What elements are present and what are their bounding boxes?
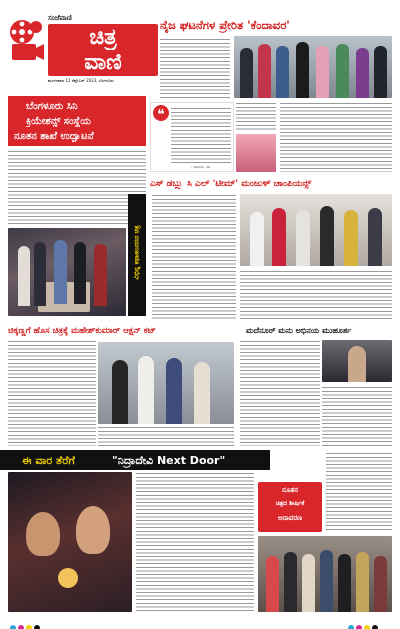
reg-dot — [34, 625, 40, 629]
film-reel-icon — [8, 18, 46, 64]
badge-line1: ನೂತನ — [282, 486, 298, 494]
manu-headline: ಮದೆನೂರ್ ಮನು ಅಭಿನಯ ಮುಹೂರ್ತ — [246, 326, 352, 335]
person — [320, 550, 333, 612]
csl-body-text — [152, 194, 236, 320]
person — [138, 356, 154, 424]
person — [374, 556, 387, 612]
reg-dot — [10, 625, 16, 629]
next-door-poster — [8, 472, 132, 612]
next-door-body-text — [136, 472, 254, 612]
person — [316, 46, 329, 98]
mahesh-caption — [98, 426, 234, 446]
new-title-badge — [258, 482, 322, 532]
registration-marks-left — [10, 616, 42, 629]
masthead — [8, 14, 158, 96]
reg-dot — [26, 625, 32, 629]
person — [166, 358, 182, 424]
quote-box — [150, 102, 234, 172]
person — [368, 208, 382, 266]
person — [18, 246, 30, 306]
person — [250, 212, 264, 266]
person — [356, 48, 369, 98]
person — [336, 44, 349, 98]
mahesh-body-text — [8, 340, 96, 446]
brand-small: ಸಂಜೆವಾಣಿ — [48, 14, 72, 22]
quote-text — [171, 107, 231, 163]
kendavara-body-text-3 — [280, 102, 392, 172]
quote-author: - ಅಭಿನಯ, ನಟಿ — [191, 165, 211, 169]
dateline: ಮಂಗಳವಾರ 12 ಸೆಪ್ಟೆಂಬರ್ 2023, ಬೆಂಗಳೂರು — [48, 78, 114, 83]
person — [338, 554, 351, 612]
reg-dot — [356, 625, 362, 629]
kendavara-body-text-2 — [236, 102, 276, 132]
manu-body-text-2 — [322, 386, 392, 446]
person — [26, 512, 60, 556]
badge-line2: ಚಿತ್ರದ ಶೀರ್ಷಿಕೆ — [275, 500, 305, 507]
reg-dot — [18, 625, 24, 629]
person — [348, 346, 366, 382]
kendavara-photo — [234, 36, 392, 98]
person — [94, 244, 107, 306]
manu-body-text — [240, 340, 320, 446]
bengaluru-headline-3: ನೂತನ ಶಾಖೆ ಉದ್ಘಾಟನೆ — [14, 131, 94, 142]
vertical-banner — [128, 194, 146, 316]
person — [356, 552, 369, 612]
kendavara-actress-photo — [236, 134, 276, 172]
kendavara-headline: ನೈಜ ಘಟನೆಗಳ ಪ್ರೇರಿತ 'ಕೆಂದಾವರ' — [160, 18, 290, 32]
mahesh-photo — [98, 342, 234, 424]
kendavara-body-text — [160, 38, 230, 98]
person — [266, 556, 279, 612]
mahesh-headline: ಚಿಕ್ಕಣ್ಣಗೆ ಹೊಸ ಚಿತ್ರಕ್ಕೆ ಮಹೇಶ್‌ಕುಮಾರ್ ಆಕ್ಷನ್ ಕಟ್ — [8, 326, 156, 336]
badge-line3: ಅನಾವರಣ — [277, 514, 303, 522]
next-door-headline-title: "ನಿದ್ರಾದೇವಿ Next Door" — [112, 454, 226, 467]
reg-dot — [348, 625, 354, 629]
person — [74, 242, 86, 304]
masthead-title-line1: ಚಿತ್ರ — [89, 25, 117, 50]
person — [296, 210, 310, 266]
next-door-headline-bar — [0, 450, 270, 470]
person — [374, 46, 387, 98]
person — [240, 48, 253, 98]
person — [276, 46, 289, 98]
person — [344, 210, 358, 266]
person — [76, 506, 110, 554]
bengaluru-body-text — [8, 150, 146, 224]
person — [194, 362, 210, 424]
person — [284, 552, 297, 612]
reg-dot — [372, 625, 378, 629]
new-title-body-text — [326, 452, 392, 532]
person — [34, 242, 46, 306]
person — [272, 208, 286, 266]
next-door-headline-prefix: ಈ ವಾರ ತೆರೆಗೆ — [22, 454, 75, 467]
csl-body-text-2 — [240, 270, 392, 320]
bengaluru-photo — [8, 228, 126, 316]
bengaluru-headline-1: ಬೆಂಗಳೂರು ಸಿನಿ — [26, 101, 78, 112]
person — [258, 44, 271, 98]
quote-icon: ❝ — [153, 105, 169, 121]
manu-photo — [322, 340, 392, 382]
masthead-box — [48, 24, 158, 76]
poster-lamp — [58, 568, 78, 588]
registration-marks-right — [348, 616, 380, 629]
reg-dot — [364, 625, 370, 629]
person — [112, 360, 128, 424]
csl-headline: ಎಸ್ ಡಬ್ಲ್ಯು ಸಿ ಎಲ್ 'ಟೀಮ್' ಮಂಜುಳ್ ಚಾಂಪಿಯನ್ಸ್ — [150, 179, 312, 189]
person — [320, 206, 334, 266]
bengaluru-headline-2: ಕ್ರಿಯೇಶನ್ಸ್ ಸಂಸ್ಥೆಯ — [26, 116, 91, 127]
person — [54, 240, 67, 304]
new-title-photo — [258, 536, 392, 612]
person — [296, 42, 309, 98]
masthead-title-line2: ವಾಣಿ — [84, 50, 122, 75]
vertical-banner-text: ವಿಭಿನ್ನ ಕಥಾಹಂದರದ ಚಿತ್ರ — [132, 225, 141, 280]
csl-photo — [240, 194, 392, 266]
person — [302, 554, 315, 612]
bengaluru-headline-box — [8, 96, 146, 146]
